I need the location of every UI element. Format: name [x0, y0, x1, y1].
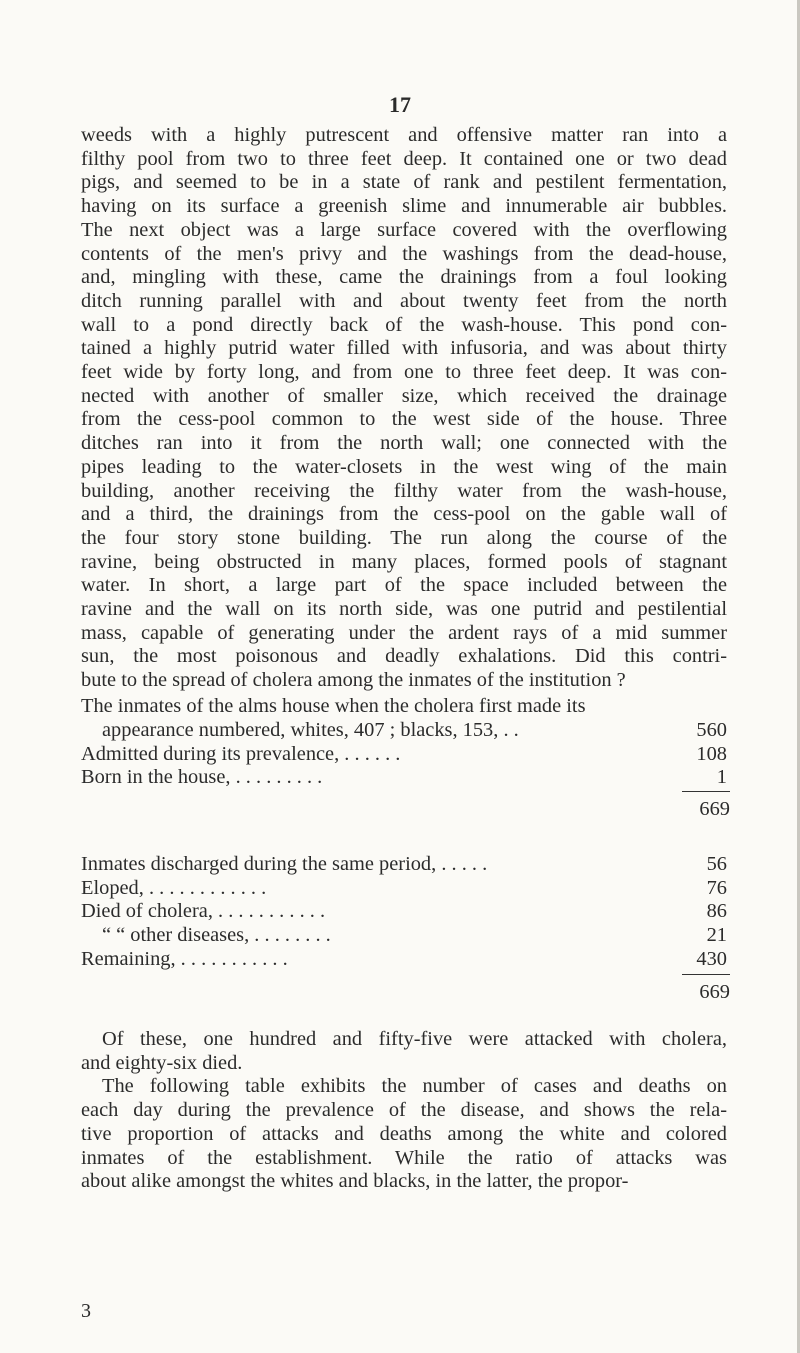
row-value: 1 — [716, 766, 727, 789]
row-label: Inmates discharged during the same period, . . . . . — [81, 853, 488, 875]
total-1: 669 — [699, 798, 730, 820]
table-row — [81, 766, 731, 790]
row-label: Eloped, . . . . . . . . . . . . — [81, 876, 267, 899]
text-line: The following table exhibits the number of cases and deaths on — [102, 1075, 727, 1098]
row-label: Admitted during its prevalence, . . . . . . — [81, 742, 401, 765]
text-line: about alike amongst the whites and blacks, in the latter, the propor- — [81, 1170, 629, 1193]
row-label: “ “ other diseases, . . . . . . . . — [102, 924, 331, 947]
text-line: The next object was a large surface covered with the overflowing — [81, 218, 727, 241]
discharges-table — [81, 853, 731, 971]
text-line: mass, capable of generating under the ardent rays of a mid summer — [81, 621, 727, 644]
text-line: tained a highly putrid water filled with infusoria, and was about thirty — [81, 337, 727, 360]
text-line: Of these, one hundred and fifty-five were attacked with cholera, — [102, 1028, 727, 1050]
text-line: feet wide by forty long, and from one to three feet deep. It was con- — [81, 361, 727, 384]
paragraph-drainage-description — [81, 124, 727, 693]
text-line: bute to the spread of cholera among the inmates of the institution ? — [81, 669, 626, 692]
table-row — [81, 877, 731, 901]
row-value: 21 — [706, 924, 727, 947]
sum-rule-1 — [682, 791, 730, 792]
row-label: appearance numbered, whites, 407 ; blacks, 153, . . — [102, 719, 519, 741]
table-intro-line: The inmates of the alms house when the cholera first made its — [81, 695, 586, 717]
text-line: the four story stone building. The run along the course of the — [81, 526, 727, 549]
row-value: 430 — [696, 947, 727, 970]
table-row — [81, 743, 731, 767]
text-line: inmates of the establishment. While the ratio of attacks was — [81, 1146, 727, 1169]
text-line: pipes leading to the water-closets in the west wing of the main — [81, 455, 727, 478]
row-value: 108 — [696, 742, 727, 765]
signature-mark: 3 — [81, 1300, 91, 1322]
text-line: nected with another of smaller size, which received the drainage — [81, 384, 727, 407]
text-line: filthy pool from two to three feet deep. It contained one or two dead — [81, 147, 727, 170]
row-value: 76 — [706, 876, 727, 899]
total-2: 669 — [699, 981, 730, 1003]
row-value: 86 — [706, 900, 727, 923]
text-line: and a third, the drainings from the cess-pool on the gable wall of — [81, 503, 727, 526]
text-line: having on its surface a greenish slime and innumerable air bubbles. — [81, 195, 727, 218]
text-line: pigs, and seemed to be in a state of rank and pestilent fermentation, — [81, 171, 727, 194]
table-row — [81, 948, 731, 972]
row-label: Died of cholera, . . . . . . . . . . . — [81, 900, 326, 923]
row-label: Remaining, . . . . . . . . . . . — [81, 947, 288, 970]
text-line: tive proportion of attacks and deaths among the white and colored — [81, 1122, 727, 1145]
text-line: wall to a pond directly back of the wash-house. This pond con- — [81, 313, 727, 336]
inmates-table — [81, 719, 731, 790]
text-line: ravine, being obstructed in many places, formed pools of stagnant — [81, 550, 727, 573]
text-line: contents of the men's privy and the washings from the dead-house, — [81, 242, 727, 265]
sum-rule-2 — [682, 974, 730, 975]
text-line: each day during the prevalence of the disease, and shows the rela- — [81, 1099, 727, 1122]
text-line: ditch running parallel with and about twenty feet from the north — [81, 289, 727, 312]
text-line: and eighty-six died. — [81, 1051, 243, 1074]
row-value: 56 — [706, 853, 727, 875]
text-line: ditches ran into it from the north wall; one connected with the — [81, 432, 727, 455]
text-line: and, mingling with these, came the drainings from a foul looking — [81, 266, 727, 289]
row-value: 560 — [696, 719, 727, 741]
text-line: water. In short, a large part of the space included between the — [81, 574, 727, 597]
table-row — [81, 924, 731, 948]
text-line: sun, the most poisonous and deadly exhalations. Did this contri- — [81, 645, 727, 668]
paragraph-cholera-attacks — [81, 1028, 727, 1194]
text-line: ravine and the wall on its north side, was one putrid and pestilential — [81, 598, 727, 621]
table-row — [81, 719, 731, 743]
table-row — [81, 900, 731, 924]
text-line: building, another receiving the filthy water from the wash-house, — [81, 479, 727, 502]
table-row — [81, 853, 731, 877]
page-number: 17 — [389, 92, 411, 117]
text-line: from the cess-pool common to the west side of the house. Three — [81, 408, 727, 431]
text-line: weeds with a highly putrescent and offensive matter ran into a — [81, 124, 727, 146]
row-label: Born in the house, . . . . . . . . . — [81, 766, 323, 789]
table-intro — [81, 695, 727, 719]
